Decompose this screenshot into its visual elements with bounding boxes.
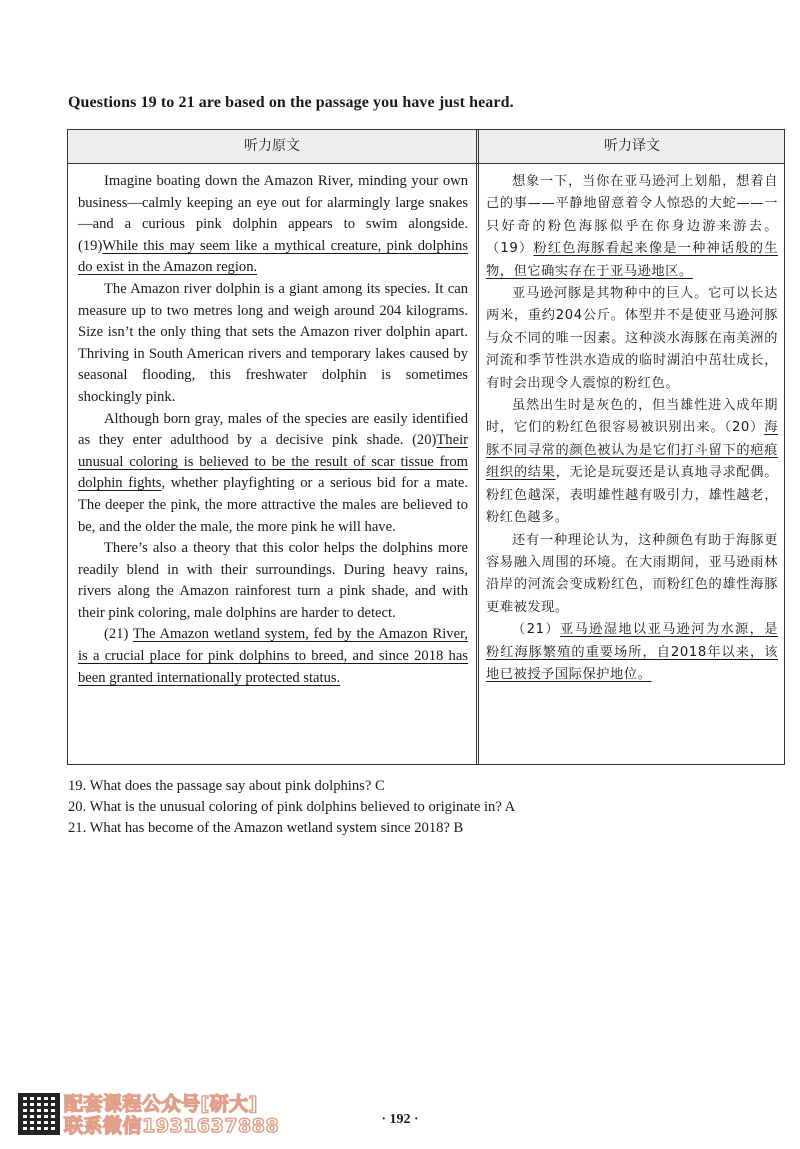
en-p3-tail: , whether playfighting or a serious bid for a mate. The deeper the pink, the more attractive the males are believed to be, and the older the male, the more pink he will have.	[78, 475, 468, 535]
en-p5-label: (21)	[104, 626, 133, 643]
promo-line-2: 联系微信1931637888	[64, 1115, 280, 1137]
zh-p4-text: 还有一种理论认为，这种颜色有助于海豚更容易融入周围的环境。在大雨期间，亚马逊雨林沿岸的河流会变成粉红色，而粉红色的雄性海豚更难被发现。	[486, 532, 778, 615]
chinese-translation	[486, 171, 778, 686]
header-original-text: 听力原文	[244, 138, 300, 154]
answer-20: 20. What is the unusual coloring of pink dolphins believed to originate in? A	[68, 799, 516, 815]
zh-p3-tail: ，无论是玩耍还是认真地寻求配偶。粉红色越深，表明雄性越有吸引力，雄性越老，粉红色越多。	[486, 465, 779, 526]
header-translation: 听力译文	[604, 138, 660, 154]
answer-list	[68, 776, 768, 839]
answer-19: 19. What does the passage say about pink dolphins? C	[68, 778, 385, 794]
zh-paragraph-4	[486, 530, 778, 620]
en-p4-text: There’s also a theory that this color helps the dolphins more readily blend in with their surroundings. During heavy rains, rivers along the Amazon rainforest turn a pink shade, and with their pink coloring, male dolphins are harder to detect.	[78, 540, 468, 621]
zh-paragraph-3	[486, 395, 778, 529]
zh-p1-text: 想象一下，当你在亚马逊河上划船，想着自己的事——平静地留意着令人惊恐的大蛇——一只好奇的粉色海豚似乎在你身边游来游去。（19）	[486, 174, 778, 257]
en-paragraph-4	[78, 538, 468, 624]
zh-p1-underlined: 粉红色海豚看起来像是一种神话般的生物，但它确实存在于亚马逊地区。	[486, 241, 778, 279]
en-paragraph-1	[78, 171, 468, 279]
section-heading: Questions 19 to 21 are based on the passage you have just heard.	[68, 94, 514, 111]
en-p1-text: Imagine boating down the Amazon River, minding your own business—calmly keeping an eye out for alarmingly large snakes—and a curious pink dolphin appears to swim alongside.(19)	[78, 173, 468, 254]
zh-p3-text: 虽然出生时是灰色的，但当雄性进入成年期时，它们的粉红色很容易被识别出来。（20）	[486, 398, 778, 436]
en-paragraph-5	[78, 624, 468, 689]
en-p3-underlined: Their unusual coloring is believed to be the result of scar tissue from dolphin fights	[78, 432, 468, 492]
table-header	[68, 130, 784, 164]
en-p1-underlined: While this may seem like a mythical creature, pink dolphins do exist in the Amazon region.	[78, 237, 468, 276]
promo-line-1: 配套课程公众号[研大]	[64, 1093, 258, 1115]
en-p5-underlined: The Amazon wetland system, fed by the Amazon River, is a crucial place for pink dolphins to breed, and since 2018 has been granted internationally protected status.	[78, 626, 468, 686]
zh-p3-underlined: 海豚不同寻常的颜色被认为是它们打斗留下的疤痕组织的结果	[486, 420, 778, 481]
en-p3-text: Although born gray, males of the species are easily identified as they enter adulthood by a decisive pink shade. (20)	[78, 410, 468, 449]
en-paragraph-2	[78, 279, 468, 409]
zh-paragraph-2	[486, 283, 778, 395]
english-transcript	[78, 171, 468, 689]
en-paragraph-3	[78, 409, 468, 539]
answer-21: 21. What has become of the Amazon wetland system since 2018? B	[68, 820, 464, 836]
zh-p5-underlined: 亚马逊湿地以亚马逊河为水源，是粉红海豚繁殖的重要场所，自2018年以来，该地已被授予国际保护地位。	[486, 622, 779, 682]
page-number: · 192 ·	[381, 1112, 419, 1127]
zh-paragraph-5	[486, 619, 778, 686]
zh-p5-label: （21）	[512, 622, 560, 638]
transcript-table	[67, 129, 785, 765]
column-divider	[476, 130, 479, 764]
en-p2-text: The Amazon river dolphin is a giant among its species. It can measure up to two metres long and weigh around 204 kilograms. Size isn’t the only thing that sets the Amazon river dolphin apart. Thriving in South American rivers and temporary lakes caused by seasonal flooding, this freshwater dolphin is sometimes shockingly pink.	[78, 280, 468, 405]
zh-p2-text: 亚马逊河豚是其物种中的巨人。它可以长达两米，重约204公斤。体型并不是使亚马逊河豚与众不同的唯一因素。这种淡水海豚在南美洲的河流和季节性洪水造成的临时湖泊中茁壮成长，有时会出现令人震惊的粉红色。	[486, 286, 778, 391]
zh-paragraph-1	[486, 171, 778, 283]
